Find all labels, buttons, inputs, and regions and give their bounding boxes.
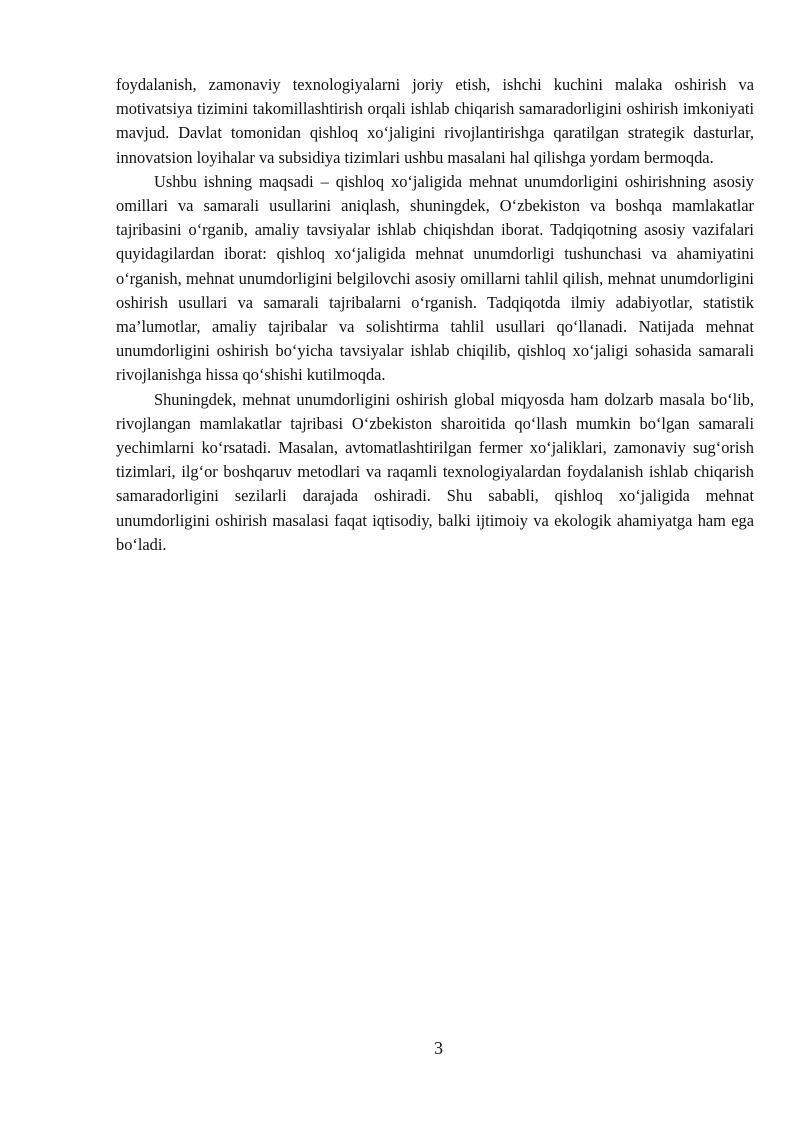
document-body — [116, 73, 754, 557]
paragraph-global-context: Shuningdek, mehnat unumdorligini oshirish global miqyosda ham dolzarb masala bo‘lib, rivojlangan mamlakatlar tajribasi O‘zbekiston sharoitida qo‘llash mumkin bo‘lgan samarali yechimlarni ko‘rsatadi. Masalan, avtomatlashtirilgan fermer xo‘jaliklari, zamonaviy sug‘orish tizimlari, ilg‘or boshqaruv metodlari va raqamli texnologiyalardan foydalanish ishlab chiqarish samaradorligini sezilarli darajada oshiradi. Shu sababli, qishloq xo‘jaligida mehnat unumdorligini oshirish masalasi faqat iqtisodiy, balki ijtimoiy va ekologik ahamiyatga ham ega bo‘ladi. — [116, 389, 754, 554]
paragraph-purpose: Ushbu ishning maqsadi – qishloq xo‘jaligida mehnat unumdorligini oshirishning asosiy omillari va samarali usullarini aniqlash, shuningdek, O‘zbekiston va boshqa mamlakatlar tajribasini o‘rganib, amaliy tavsiyalar ishlab chiqishdan iborat. Tadqiqotning asosiy vazifalari quyidagilardan iborat: qishloq xo‘jaligida mehnat unumdorligi tushunchasi va ahamiyatini o‘rganish, mehnat unumdorligini belgilovchi asosiy omillarni tahlil qilish, mehnat unumdorligini oshirish usullari va samarali tajribalarni o‘rganish. Tadqiqotda ilmiy adabiyotlar, statistik ma’lumotlar, amaliy tajribalar va solishtirma tahlil usullari qo‘llanadi. Natijada mehnat unumdorligini oshirish bo‘yicha tavsiyalar ishlab chiqilib, qishloq xo‘jaligi sohasida samarali rivojlanishga hissa qo‘shishi kutilmoqda. — [116, 171, 754, 385]
paragraph-continuation: foydalanish, zamonaviy texnologiyalarni joriy etish, ishchi kuchini malaka oshirish va motivatsiya tizimini takomillashtirish orqali ishlab chiqarish samaradorligini oshirish imkoniyati mavjud. Davlat tomonidan qishloq xo‘jaligini rivojlantirishga qaratilgan strategik dasturlar, innovatsion loyihalar va subsidiya tizimlari ushbu masalani hal qilishga yordam bermoqda. — [116, 75, 754, 167]
page-number: 3 — [434, 1038, 443, 1058]
